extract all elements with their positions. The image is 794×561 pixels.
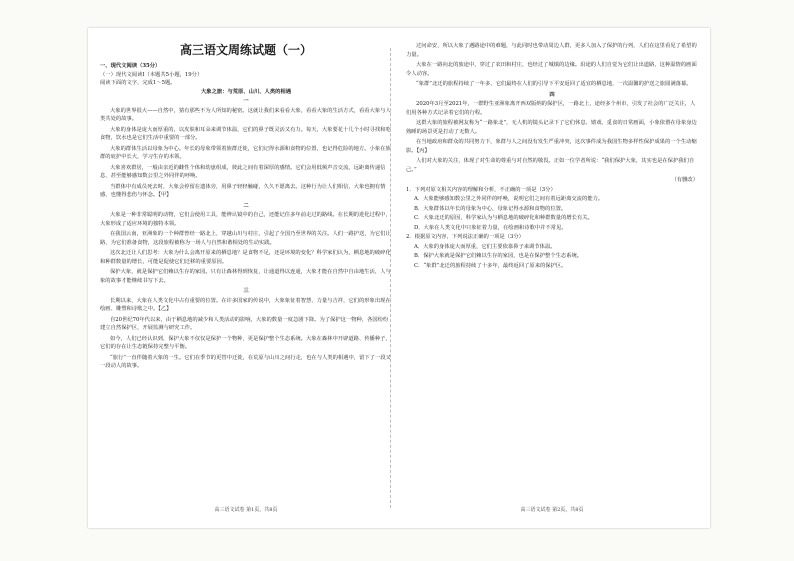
option-a: A．大象的身体庞大而厚重，它们主要依靠鼻子来调节体温。 <box>414 243 556 250</box>
paragraph: 人们对大象的关注，体现了对生命的尊重与对自然的敬畏。正如一位学者所说：“我们保护大象，其实也是在保护我们自己。” <box>406 158 695 173</box>
section-heading: 一、现代文阅读（35分） <box>100 63 161 69</box>
page-footer: 高三语文试卷 第2页，共8页 <box>520 506 584 513</box>
option-b: B．保护大象就是保护它们赖以生存的家园，也是在保护整个生态系统。 <box>414 253 583 259</box>
part-marker-1: 一 <box>243 98 249 104</box>
instruction-text: 阅读下面的文字，完成1～5题。 <box>100 80 176 86</box>
paragraph: 大象的群体生活以母象为中心。年长的母象带领着族群迁徙，它们记得水源和食物的位置，也记得危险的地方。小象在族群的庇护中长大，学习生存的本领。 <box>100 145 391 160</box>
section-subheading: （一）现代文阅读Ⅰ（本题共5小题，19分） <box>100 71 203 78</box>
question-1: 1．下列对原文相关内容的理解和分析，不正确的一项是（3分） <box>406 186 556 193</box>
paragraph: 自20世纪70年代以来，由于栖息地的减少和人类活动的影响，大象的数量一度急剧下降。为了保护这一物种，各国纷纷建立自然保护区，开展监测与研究工作。 <box>100 316 389 331</box>
paragraph-group-4 <box>406 100 698 174</box>
page-right <box>406 42 698 516</box>
paragraph: 长期以来，大象在人类文化中占有重要的位置。在许多国家的传说中，大象象征着智慧、力量与吉祥，它们的形象出现在绘画、雕塑和诗歌之中。【乙】 <box>100 297 391 312</box>
option-d: D．大象在人类文化中只象征着力量，在绘画和诗歌中并不常见。 <box>414 224 567 231</box>
paragraph: 2020年3月至2021年，一群野生亚洲象离开西双版纳的保护区，一路北上，途经多个州市，引发了社会的广泛关注，人们用各种方式记录着它们的行程。 <box>406 101 696 116</box>
paragraph: 在我国云南，亚洲象的一个种群曾经一路北上，穿越山川与村庄，引起了全国乃至世界的关注。人们一路护送，为它们让路，为它们准备食物，这段旅程被称为一场人与自然和谐相处的生动实践。 <box>100 231 391 246</box>
paragraph: 大象喜欢群居，一般由亲近的雌性个体和幼崽组成，彼此之间有着深厚的感情。它们会用低频声音交流，远距离传递信息，甚至能够感知数公里之外同伴的呼唤。 <box>100 164 386 179</box>
paragraph: 大象在一路向北的旅途中，穿过了农田和村庄，也经过了城镇的边缘。沿途的人们自觉为它们让出道路，这种温情的画面令人动容。 <box>406 62 697 77</box>
option-a: A．大象能够感知数公里之外同伴的呼唤，说明它们之间有着远距离交流的能力。 <box>414 196 604 202</box>
paragraph: “象群”北迁的旅程持续了一年多，它们最终在人们的引导下平安返回了适宜的栖息地，一次温馨的护送之旅圆满落幕。 <box>416 81 692 87</box>
page-divider <box>390 48 399 508</box>
paragraph: 当群体中有成员死去时，大象会停留在遗体旁，用鼻子轻轻触碰，久久不愿离去。这种行为让人们相信，大象也拥有情感，也懂得悲伤与怀念。【甲】 <box>100 183 386 198</box>
part-marker-2: 二 <box>243 202 249 209</box>
paragraph-group-1 <box>100 107 392 200</box>
paragraph: 在当地政府和群众的共同努力下，象群与人之间没有发生严重冲突，这次事件成为我国生物多样性保护成果的一个生动缩影。【丙】 <box>406 139 697 154</box>
paragraph: “旅行”一直伴随着大象的一生。它们在季节的更替中迁徙，在荒原与山川之间行走，也在与人类的相遇中，留下了一段又一段动人的故事。 <box>100 354 391 369</box>
question-2: 2．根据原文内容，下列说法正确的一项是（3分） <box>406 234 524 240</box>
paragraph: 大象的身体是庞大而厚重的，以皮肤和耳朵来调节体温，它们的鼻子既灵活又有力。每天，大象要花十几个小时寻找和吃食物，饮水也是它们生活中重要的一部分。 <box>100 126 391 141</box>
question-2-options <box>406 243 698 271</box>
part-marker-4: 四 <box>549 91 555 98</box>
page-left <box>100 42 392 516</box>
paragraph: 大象是一种非常聪明的动物，它们会使用工具，能辨认镜中的自己，还能记住多年前走过的路线。在长期的进化过程中，大象形成了适应环境的独特本领。 <box>100 212 391 227</box>
paragraph: 过问命安，所以大象了遇路途中的难题，与此同时也带动周边人群，更多人加入了保护的行列，人们在这里看见了希望的力量。 <box>406 43 697 58</box>
paragraph-group-2 <box>100 211 392 285</box>
exam-sheet <box>88 28 710 528</box>
source-note: （有删改） <box>671 177 698 183</box>
paragraph: 这群大象的旅程被网友称为“一路象北”，无人机的镜头记录下了它们休息、嬉戏、觅食的日常画面，小象依偎在母象身边熟睡的场景更是打动了无数人。 <box>406 120 697 135</box>
paragraph: 这次北迁让人们思考：大象为什么会离开原来的栖息地？是食物不足，还是环境的变化？科学家们认为，栖息地的破碎化和种群数量的增长，可能是促使它们迁移的重要原因。 <box>100 250 391 265</box>
paragraph: 保护大象，就是保护它们赖以生存的家园。只有让森林得到恢复，让通道得以连通，大象才能在自然中自由地生活，人与象的故事才能继续书写下去。 <box>100 269 391 284</box>
paragraph-group-3 <box>100 297 392 371</box>
page-footer: 高三语文试卷 第1页，共8页 <box>214 506 278 513</box>
question-1-options <box>406 195 698 232</box>
article-title: 大象之旅：与荒原、山川、人类的相遇 <box>200 88 292 95</box>
paragraph-group-top <box>406 42 698 89</box>
part-marker-3: 三 <box>243 288 249 294</box>
option-b: B．大象群体以年长的母象为中心，母象记得水源和食物的位置。 <box>414 205 567 212</box>
option-c: C．“象群”北迁的旅程持续了十多年，最终返回了原来的保护区。 <box>414 262 567 269</box>
paragraph: 如今，人们已经认识到，保护大象不仅仅是保护一个物种，更是保护整个生态系统。大象在森林中开辟道路、传播种子，它们的存在让生态链保持完整与平衡。 <box>100 335 391 350</box>
paragraph: 大象的世界很大——自然中，猜有那些不为人所知的秘密。这就让我们来看看大象，看看大象的生活方式，看看大象与人类共处的故事。 <box>100 107 391 122</box>
option-c: C．大象北迁的原因，科学家认为与栖息地的破碎化和种群数量的增长有关。 <box>414 215 593 221</box>
exam-title: 高三语文周练试题（一） <box>179 43 312 57</box>
